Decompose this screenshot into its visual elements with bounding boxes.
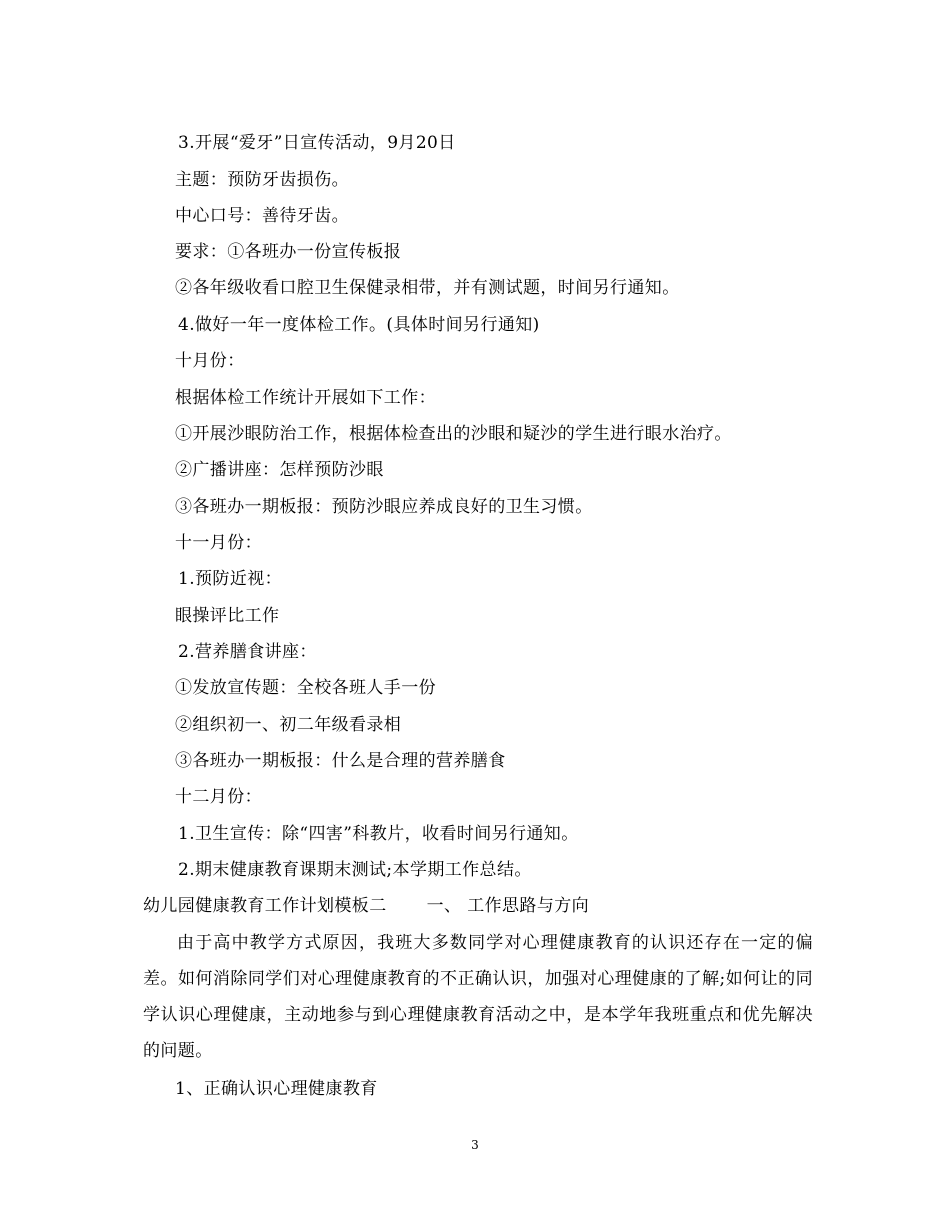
text-line: 4.做好一年一度体检工作。(具体时间另行通知): [178, 315, 540, 335]
text-line: 十一月份：: [175, 533, 262, 553]
text-line: ③各班办一期板报：预防沙眼应养成良好的卫生习惯。: [175, 497, 593, 517]
text-line: ②各年级收看口腔卫生保健录相带，并有测试题，时间另行通知。: [175, 278, 680, 298]
text-line: 眼操评比工作: [175, 606, 280, 626]
text-line: ②组织初一、初二年级看录相: [175, 715, 402, 735]
text-line: 中心口号：善待牙齿。: [175, 206, 349, 226]
text-line: 2.期末健康教育课期末测试;本学期工作总结。: [178, 860, 532, 880]
section-subheading: 一、 工作思路与方向: [426, 896, 590, 916]
text-line: 十二月份：: [175, 787, 262, 807]
text-line: ①发放宣传题：全校各班人手一份: [175, 678, 436, 698]
text-line: 1.卫生宣传：除“四害”科教片，收看时间另行通知。: [178, 824, 579, 844]
text-line: ②广播讲座：怎样预防沙眼: [175, 460, 384, 480]
text-line: 1.预防近视：: [178, 569, 283, 589]
text-line: ③各班办一期板报：什么是合理的营养膳食: [175, 751, 506, 771]
text-line: 十月份：: [175, 351, 245, 371]
text-line: 3.开展“爱牙”日宣传活动，9月20日: [178, 133, 456, 153]
text-line: 要求：①各班办一份宣传板报: [175, 242, 402, 262]
body-paragraph: 由于高中教学方式原因，我班大多数同学对心理健康教育的认识还存在一定的偏差。如何消除同学们对心理健康教育的不正确认识，加强对心理健康的了解;如何让的同学认识心理健康，主动地参与到心理健康教育活动之中，是本学年我班重点和优先解决的问题。: [143, 933, 813, 1061]
section-title: 幼儿园健康教育工作计划模板二: [143, 896, 387, 916]
text-line: 主题：预防牙齿损伤。: [175, 170, 349, 190]
text-line: ①开展沙眼防治工作，根据体检查出的沙眼和疑沙的学生进行眼水治疗。: [175, 424, 732, 444]
text-line: 2.营养膳食讲座：: [178, 642, 317, 662]
section-heading-row: [143, 895, 589, 917]
page-number: 3: [471, 1138, 479, 1152]
text-line: 根据体检工作统计开展如下工作：: [175, 388, 436, 408]
text-line: 1、正确认识心理健康教育: [175, 1079, 378, 1099]
